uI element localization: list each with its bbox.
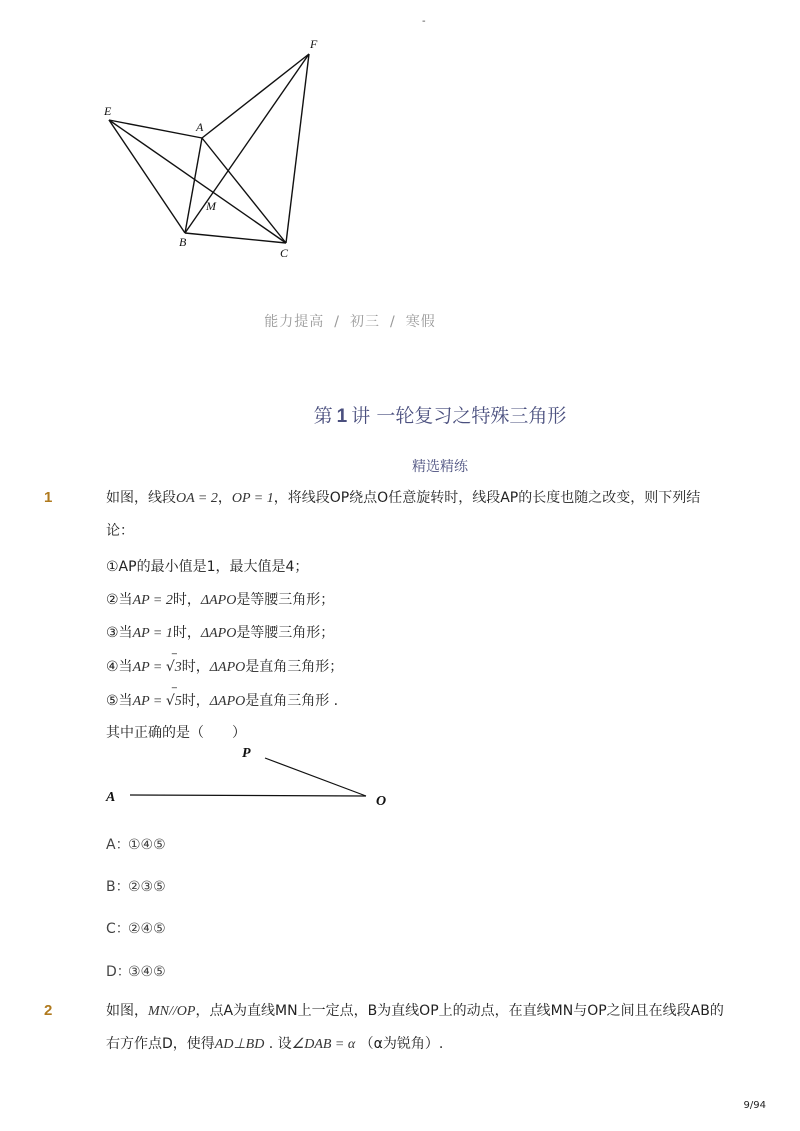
q1-s2-triangle: ΔAPO <box>200 593 237 608</box>
q1-s5-c: 是直角三角形 . <box>245 693 339 709</box>
q1-s3-c: 是等腰三角形； <box>236 625 335 641</box>
lesson-title <box>280 401 600 428</box>
q1-s5-triangle: ΔAPO <box>209 694 246 709</box>
q2-b: ，点A为直线MN上一定点，B为直线OP上的动点，在直线MN与OP之间且在线段 <box>195 1003 691 1019</box>
segment-af <box>202 54 309 138</box>
segment-eb <box>109 120 185 233</box>
q1-statement-5 <box>106 687 339 710</box>
subtitle-part1: 能力提高 <box>264 314 325 330</box>
option-d-key: D： <box>106 964 131 980</box>
page-number: 9/94 <box>743 1100 766 1111</box>
q1-statement-2 <box>106 589 334 609</box>
q1-s4-triangle: ΔAPO <box>209 660 246 675</box>
lesson-number: 1 <box>336 406 348 427</box>
q1-s4-b: 时， <box>181 659 210 675</box>
subtitle-part3: 寒假 <box>405 314 436 330</box>
sqrt-sign-icon: √ <box>165 693 175 709</box>
option-b-value: ②③⑤ <box>128 879 166 895</box>
q1-ask: 其中正确的是（ ） <box>106 725 246 741</box>
geometry-figure-apo <box>100 740 400 812</box>
option-a-key: A： <box>106 837 130 853</box>
q1-s4-a: ④当 <box>106 659 133 675</box>
q1-stem-a: 如图，线段 <box>106 490 176 506</box>
top-mark: - <box>422 16 426 27</box>
label-e: E <box>104 104 112 118</box>
label-o: O <box>376 794 387 809</box>
label-m: M <box>206 199 216 213</box>
question-2-number: 2 <box>44 1002 53 1019</box>
q2-math-mn-op: MN//OP <box>148 1004 196 1019</box>
sqrt-sign-icon: √ <box>165 659 175 675</box>
option-d-value: ③④⑤ <box>128 964 166 980</box>
subtitle-sep2: / <box>390 314 396 330</box>
q1-s5-a: ⑤当 <box>106 693 133 709</box>
q1-statement-3 <box>106 622 334 642</box>
q1-s5-root: 5 <box>174 694 182 709</box>
q2-c: AB的右方作点D，使得 <box>106 1003 724 1052</box>
q1-statement-4 <box>106 653 344 676</box>
q1-s4-root: 3 <box>174 660 182 675</box>
q1-s2-c: 是等腰三角形； <box>236 592 335 608</box>
q1-s2-b: 时， <box>172 592 201 608</box>
q1-s3-b: 时， <box>172 625 201 641</box>
option-b-key: B： <box>106 879 130 895</box>
q1-s5-math: AP = <box>132 694 166 709</box>
option-c-value: ②④⑤ <box>128 921 166 937</box>
q1-s3-triangle: ΔAPO <box>200 626 237 641</box>
section-title: 精选精练 <box>412 459 468 475</box>
lesson-prefix: 第 <box>313 405 333 427</box>
q2-e: （α为锐角）. <box>355 1036 444 1052</box>
segment-ab <box>185 138 202 233</box>
label-b: B <box>179 235 187 249</box>
q1-option-b[interactable] <box>106 876 166 896</box>
option-a-value: ①④⑤ <box>128 837 166 853</box>
sqrt-3 <box>165 653 182 676</box>
course-subtitle <box>0 311 700 331</box>
lesson-name: 一轮复习之特殊三角形 <box>376 405 567 427</box>
subtitle-part2: 初三 <box>350 314 380 330</box>
q1-stem-b: ，将线段OP绕点O任意旋转时，线段AP的长度也随之改变，则下列结论： <box>106 490 701 539</box>
q1-s2-a: ②当 <box>106 592 133 608</box>
q2-d: . 设 <box>264 1036 292 1052</box>
geometry-figure-efabcm <box>95 30 335 270</box>
label-c: C <box>280 246 289 260</box>
sqrt-5 <box>165 687 182 710</box>
label-a: A <box>196 120 204 134</box>
sqrt-bar-icon: ‾ <box>171 687 177 698</box>
label-a2: A <box>106 790 116 805</box>
question-1-stem <box>106 482 726 548</box>
segment-po <box>265 758 366 796</box>
q1-statement-1: ①AP的最小值是1，最大值是4； <box>106 559 309 575</box>
option-c-key: C： <box>106 921 130 937</box>
segment-bc <box>185 233 286 243</box>
lesson-suffix: 讲 <box>351 405 371 427</box>
q2-a: 如图， <box>106 1003 148 1019</box>
question-1-number: 1 <box>44 489 53 506</box>
q1-math-oa: OA = 2 <box>176 491 218 506</box>
q2-math-angle: ∠DAB = α <box>291 1037 356 1052</box>
q1-option-d[interactable] <box>106 961 166 981</box>
q1-s5-b: 时， <box>181 693 210 709</box>
q1-s3-a: ③当 <box>106 625 133 641</box>
subtitle-sep1: / <box>334 314 340 330</box>
label-p: P <box>242 746 251 761</box>
q1-sep1: ， <box>217 490 232 506</box>
segment-ao <box>130 795 366 796</box>
question-2-stem <box>106 995 726 1061</box>
sqrt-bar-icon: ‾ <box>171 653 177 664</box>
segment-ec <box>109 120 286 243</box>
q2-math-ad-bd: AD⊥BD <box>214 1037 265 1052</box>
q1-s4-c: 是直角三角形； <box>245 659 344 675</box>
label-f: F <box>310 37 318 51</box>
q1-s2-math: AP = 2 <box>132 593 173 608</box>
q1-option-a[interactable] <box>106 834 166 854</box>
q1-s4-math: AP = <box>132 660 166 675</box>
q1-option-c[interactable] <box>106 918 166 938</box>
q1-math-op: OP = 1 <box>231 491 274 506</box>
q1-s3-math: AP = 1 <box>132 626 173 641</box>
